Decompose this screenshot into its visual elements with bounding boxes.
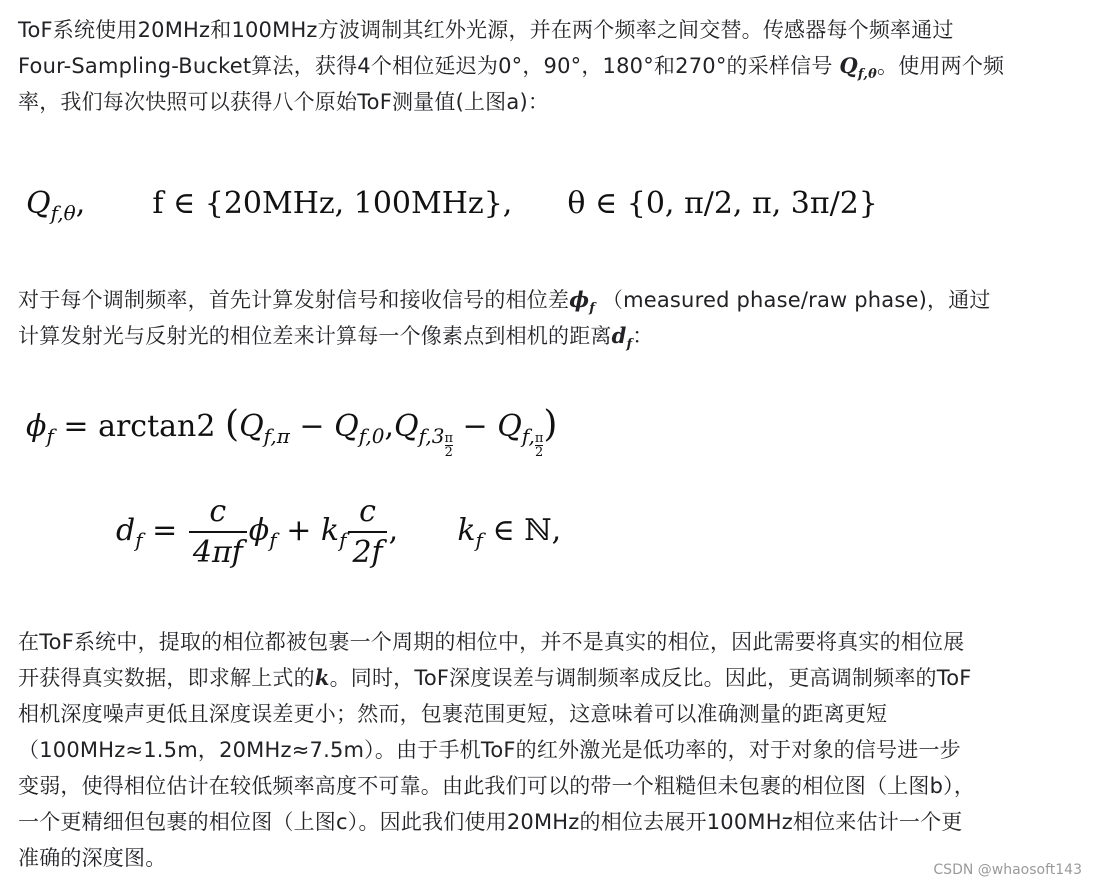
inline-math-d-sub: f [626, 337, 633, 353]
math-k: k [457, 513, 476, 548]
math-q-sub: f,θ [50, 201, 76, 225]
math-k-sub: f [475, 528, 483, 552]
math-q: Q [497, 409, 522, 444]
text-span: Four-Sampling-Bucket算法，获得4个相位延迟为0°，90°，180°和270°的采样信号 [18, 54, 833, 78]
math-phase-set: θ ∈ {0, π/2, π, 3π/2} [567, 186, 878, 221]
math-q: Q [334, 409, 359, 444]
math-phi: ϕ [26, 409, 47, 444]
text-span: 计算发射光与反射光的相位差来计算每一个像素点到相机的距离 [18, 324, 612, 348]
text-line: ToF系统使用20MHz和100MHz方波调制其红外光源，并在两个频率之间交替。传感器每个频率通过 [18, 18, 954, 42]
math-comma: , [75, 186, 86, 221]
math-fraction-num: c [209, 494, 227, 529]
inline-math-phi: ϕ [569, 287, 590, 312]
math-fraction-num: π [534, 431, 544, 446]
math-phi-sub: f [269, 528, 277, 552]
watermark: CSDN @whaosoft143 [933, 862, 1082, 878]
math-q-sub: f,3 [418, 424, 445, 448]
formula-phase [26, 404, 557, 459]
text-span: ： [632, 324, 654, 348]
text-line [18, 318, 1086, 354]
inline-math-q-sub: f,θ [857, 67, 878, 83]
math-k-domain: ∈ ℕ, [492, 513, 562, 548]
formula-sampling-set [26, 186, 878, 225]
math-q: Q [26, 186, 51, 221]
math-rparen: ) [543, 404, 558, 445]
text-line [18, 660, 1086, 696]
math-k: k [320, 513, 340, 548]
math-d: d [116, 513, 136, 548]
math-lparen: ( [225, 404, 240, 445]
math-fraction-num: π [444, 431, 453, 446]
text-line: 变弱，使得相位估计在较低频率高度不可靠。由此我们可以的带一个粗糙但未包裹的相位图（上图b）， [18, 774, 976, 798]
math-plus: + [286, 513, 312, 548]
inline-math-k: k [314, 665, 330, 690]
math-phi: ϕ [248, 513, 270, 548]
formula-distance [116, 494, 561, 570]
math-fraction-den: 2 [535, 445, 544, 460]
math-fraction [348, 494, 386, 570]
math-fraction-den: 4πf [189, 531, 247, 570]
math-fraction-den: 2f [348, 531, 386, 570]
math-minus: − [462, 409, 488, 444]
math-fraction-den: 2 [444, 445, 453, 460]
inline-math-d: d [611, 323, 627, 348]
text-line: 在ToF系统中，提取的相位都被包裹一个周期的相位中，并不是真实的相位，因此需要将真实的相位展 [18, 630, 965, 654]
text-line: 准确的深度图。 [18, 846, 167, 870]
math-q: Q [394, 409, 419, 444]
math-q: Q [239, 409, 264, 444]
math-q-sub: f, [521, 424, 535, 448]
inline-math-q: Q [839, 53, 858, 78]
text-span: 。同时，ToF深度误差与调制频率成反比。因此，更高调制频率的ToF [329, 666, 972, 690]
text-line: 一个更精细但包裹的相位图（上图c）。因此我们使用20MHz的相位去展开100MHz相位来估计一个更 [18, 810, 963, 834]
math-comma: , [384, 409, 395, 444]
math-minus: − [299, 409, 325, 444]
text-span: 。使用两个频 [877, 54, 1005, 78]
text-line [18, 48, 1086, 84]
text-line: （100MHz≈1.5m，20MHz≈7.5m）。由于手机ToF的红外激光是低功率的，对于对象的信号进一步 [18, 738, 961, 762]
text-span: 对于每个调制频率，首先计算发射信号和接收信号的相位差 [18, 288, 570, 312]
math-fraction-num: c [359, 494, 376, 529]
text-span: （measured phase/raw phase)，通过 [601, 288, 991, 312]
paragraph-unwrap [18, 624, 1086, 876]
math-arctan2: = arctan2 [63, 409, 216, 444]
math-frequency-set: f ∈ {20MHz, 100MHz}, [152, 186, 513, 221]
math-q-sub: f,0 [358, 424, 385, 448]
math-k-sub: f [339, 528, 347, 552]
text-line: 率，我们每次快照可以获得八个原始ToF测量值(上图a)： [18, 90, 550, 114]
math-fraction [189, 494, 247, 570]
text-line: 相机深度噪声更低且深度误差更小；然而，包裹范围更短，这意味着可以准确测量的距离更短 [18, 702, 888, 726]
inline-math-phi-sub: f [589, 301, 595, 317]
math-phi-sub: f [46, 424, 54, 448]
math-fraction [444, 432, 453, 459]
math-d-sub: f [135, 528, 143, 552]
paragraph-intro [18, 12, 1086, 120]
math-comma: , [388, 513, 399, 548]
text-span: 开获得真实数据，即求解上式的 [18, 666, 315, 690]
paragraph-phase [18, 282, 1086, 354]
math-q-sub: f,π [263, 424, 290, 448]
text-line [18, 282, 1086, 318]
math-equals: = [152, 513, 178, 548]
